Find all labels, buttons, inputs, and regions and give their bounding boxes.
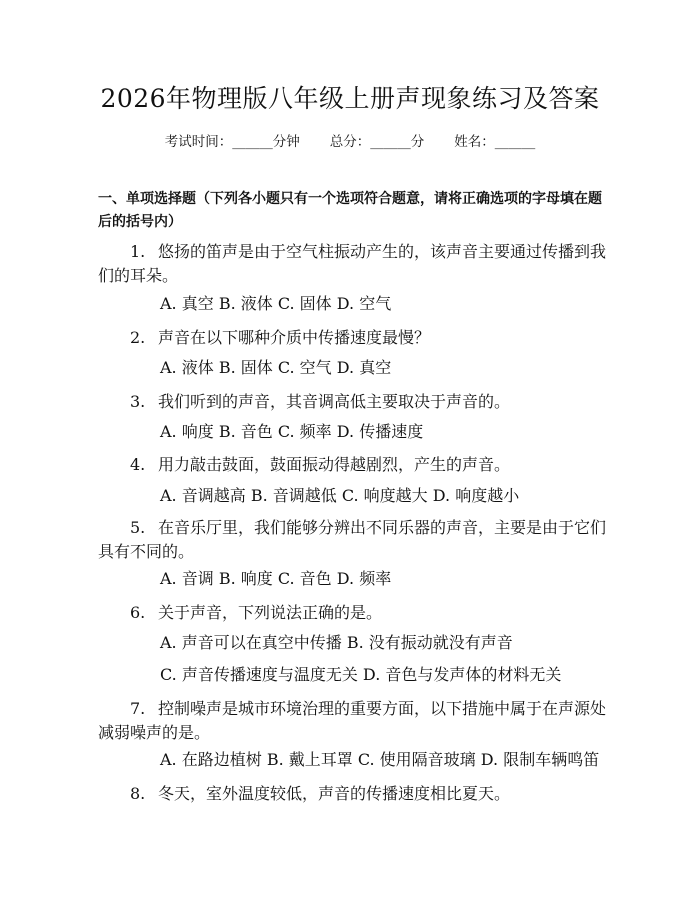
- question-item: [98, 516, 608, 564]
- question-options: C. 声音传播速度与温度无关 D. 音色与发声体的材料无关: [160, 665, 562, 684]
- section-heading: 一、单项选择题（下列各小题只有一个选项符合题意，请将正确选项的字母填在题后的括号内）: [98, 191, 602, 230]
- question-text: 控制噪声是城市环境治理的重要方面，以下措施中属于在声源处减弱噪声的是。: [98, 699, 607, 742]
- question-options: A. 音调越高 B. 音调越低 C. 响度越大 D. 响度越小: [160, 486, 520, 505]
- question-item: [98, 326, 608, 350]
- question-text: 冬天，室外温度较低，声音的传播速度相比夏天。: [158, 784, 511, 803]
- question-item: [98, 697, 608, 745]
- question-options: A. 真空 B. 液体 C. 固体 D. 空气: [160, 294, 392, 313]
- question-item: [98, 390, 608, 414]
- question-options: A. 响度 B. 音色 C. 频率 D. 传播速度: [160, 422, 424, 441]
- question-item: [98, 782, 608, 806]
- student-name-field: 姓名：______: [454, 134, 536, 150]
- question-text: 关于声音，下列说法正确的是。: [158, 603, 383, 622]
- question-options: A. 在路边植树 B. 戴上耳罩 C. 使用隔音玻璃 D. 限制车辆鸣笛: [160, 750, 600, 769]
- question-options: A. 液体 B. 固体 C. 空气 D. 真空: [160, 358, 392, 377]
- question-number: 5.: [130, 518, 146, 537]
- question-text: 悠扬的笛声是由于空气柱振动产生的，该声音主要通过传播到我们的耳朵。: [98, 242, 607, 285]
- question-number: 7.: [130, 699, 146, 718]
- question-number: 2.: [130, 328, 146, 347]
- question-text: 在音乐厅里，我们能够分辨出不同乐器的声音，主要是由于它们具有不同的。: [98, 518, 607, 561]
- question-number: 4.: [130, 455, 146, 474]
- question-options: A. 声音可以在真空中传播 B. 没有振动就没有声音: [160, 633, 513, 652]
- exam-time-field: 考试时间：______分钟: [164, 134, 300, 150]
- question-item: [98, 240, 608, 288]
- question-text: 用力敲击鼓面，鼓面振动得越剧烈，产生的声音。: [158, 455, 511, 474]
- question-options: A. 音调 B. 响度 C. 音色 D. 频率: [160, 569, 392, 588]
- page-title: 2026年物理版八年级上册声现象练习及答案: [100, 84, 600, 113]
- question-text: 我们听到的声音，其音调高低主要取决于声音的。: [158, 392, 511, 411]
- question-number: 3.: [130, 392, 146, 411]
- question-item: [98, 601, 608, 625]
- exam-meta-line: [0, 132, 700, 152]
- question-item: [98, 453, 608, 477]
- question-number: 8.: [130, 784, 146, 803]
- question-number: 1.: [130, 242, 146, 261]
- question-number: 6.: [130, 603, 146, 622]
- question-text: 声音在以下哪种介质中传播速度最慢？: [158, 328, 431, 347]
- total-score-field: 总分：______分: [329, 134, 425, 150]
